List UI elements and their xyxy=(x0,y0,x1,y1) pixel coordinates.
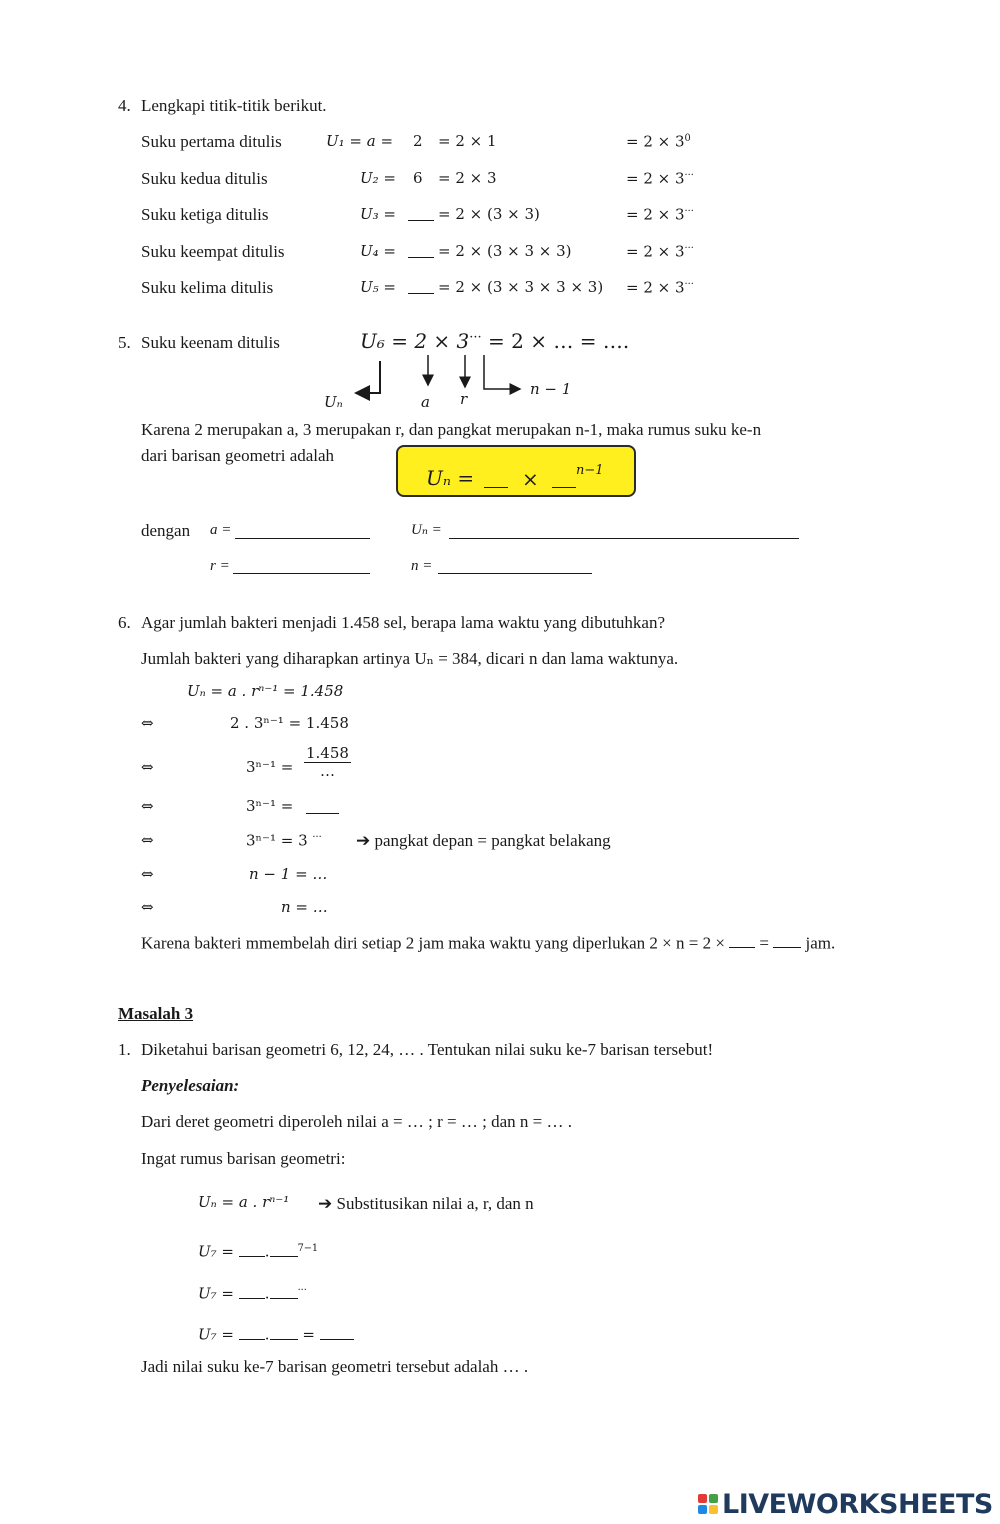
q4-intro: Lengkapi titik-titik berikut. xyxy=(141,96,327,115)
iff-symbol: ⇔ xyxy=(141,714,154,732)
q6-number: 6. xyxy=(118,613,131,632)
row-lhs: U₄ = xyxy=(360,242,396,260)
formula-exponent: n−1 xyxy=(576,463,604,478)
row-lhs: U₁ = a = xyxy=(326,132,394,150)
formula-times: × xyxy=(522,467,539,491)
iff-symbol: ⇔ xyxy=(141,898,154,916)
liveworksheets-logo xyxy=(698,1488,993,1520)
u7-blank-r[interactable] xyxy=(270,1325,298,1340)
step-4: 3ⁿ⁻¹ = xyxy=(246,797,294,815)
row-right: = 2 × 3··· xyxy=(626,169,694,188)
time-blank-result[interactable] xyxy=(773,932,801,948)
row-mid: = 2 × (3 × 3 × 3) xyxy=(438,242,572,260)
u7-blank-a[interactable] xyxy=(239,1284,265,1299)
a-answer-line[interactable] xyxy=(235,538,370,539)
iff-symbol: ⇔ xyxy=(141,797,154,815)
iff-symbol: ⇔ xyxy=(141,865,154,883)
q5-label: Suku keenam ditulis xyxy=(141,333,280,352)
logo-mark-icon xyxy=(698,1494,718,1514)
label-exponent: n − 1 xyxy=(530,380,572,398)
u7-line-3: U₇ = . = xyxy=(198,1325,354,1343)
row-mid: = 2 × 1 xyxy=(438,132,497,150)
un-label: Uₙ = xyxy=(411,522,442,538)
logo-text: LIVEWORKSHEETS xyxy=(722,1488,993,1520)
label-a: a xyxy=(421,393,430,411)
q5-explanation-2: dari barisan geometri adalah xyxy=(141,446,335,465)
m3-question: Diketahui barisan geometri 6, 12, 24, … . Tentukan nilai suku ke-7 barisan tersebut! xyxy=(141,1040,714,1059)
row-label: Suku kedua ditulis xyxy=(141,169,268,188)
q6-line2: Jumlah bakteri yang diharapkan artinya Uₙ = 384, dicari n dan lama waktunya. xyxy=(141,649,679,668)
row-right: = 2 × 3··· xyxy=(626,242,694,261)
row-lhs: U₅ = xyxy=(360,278,396,296)
q5-number: 5. xyxy=(118,333,131,352)
arrow-to-un xyxy=(356,361,380,393)
row-mid: = 2 × (3 × 3 × 3 × 3) xyxy=(438,278,604,296)
q6-conclusion: Karena bakteri mmembelah diri setiap 2 jam maka waktu yang diperlukan 2 × n = 2 × = jam. xyxy=(141,933,836,953)
fraction-numerator: 1.458 xyxy=(306,744,349,762)
formula-box xyxy=(396,445,636,497)
label-un: Uₙ xyxy=(324,393,343,411)
m3-number: 1. xyxy=(118,1040,131,1059)
row-right: = 2 × 3··· xyxy=(626,205,694,224)
n-answer-line[interactable] xyxy=(438,573,592,574)
q4-number: 4. xyxy=(118,96,131,115)
penyelesaian-label: Penyelesaian: xyxy=(141,1076,240,1095)
row-label: Suku keempat ditulis xyxy=(141,242,285,261)
blank-input[interactable] xyxy=(408,220,434,221)
formula-blank-r[interactable] xyxy=(552,487,576,488)
row-label: Suku kelima ditulis xyxy=(141,278,274,297)
m3-formula-note: ➔ Substitusikan nilai a, r, dan n xyxy=(318,1194,534,1213)
n-label: n = xyxy=(411,558,433,574)
row-lhs: U₂ = xyxy=(360,169,396,187)
u7-line-2: U₇ = . ··· xyxy=(198,1284,307,1303)
row-value: 6 xyxy=(413,169,423,187)
q6-question: Agar jumlah bakteri menjadi 1.458 sel, berapa lama waktu yang dibutuhkan? xyxy=(141,613,666,632)
u7-blank-a[interactable] xyxy=(239,1325,265,1340)
iff-symbol: ⇔ xyxy=(141,758,154,776)
row-label: Suku pertama ditulis xyxy=(141,132,282,151)
fraction-denominator: … xyxy=(319,762,335,781)
row-value: 2 xyxy=(413,132,423,150)
step-3-fraction xyxy=(304,745,351,781)
u7-line-1: U₇ = . $^{7-1}$ xyxy=(198,1242,319,1261)
row-right: = $2 \times 3^0$ xyxy=(626,132,691,151)
m3-conclusion: Jadi nilai suku ke-7 barisan geometri tersebut adalah … . xyxy=(141,1357,529,1376)
step-5: 3ⁿ⁻¹ = 3 ··· xyxy=(246,831,322,850)
row-mid: = 2 × 3 xyxy=(438,169,497,187)
row-right: = 2 × 3··· xyxy=(626,278,694,297)
time-blank-n[interactable] xyxy=(729,932,755,948)
formula-blank-a[interactable] xyxy=(484,487,508,488)
arrow-to-exponent xyxy=(484,355,520,389)
row-lhs: U₃ = xyxy=(360,205,396,223)
u7-blank-result[interactable] xyxy=(320,1325,354,1340)
formula-lhs: Uₙ = xyxy=(426,466,475,490)
step-2: 2 . 3ⁿ⁻¹ = 1.458 xyxy=(230,714,349,732)
dengan-label: dengan xyxy=(141,521,191,540)
r-label: r = xyxy=(210,558,230,574)
step-1: Uₙ = a . rⁿ⁻¹ = 1.458 xyxy=(187,682,344,700)
un-answer-line[interactable] xyxy=(449,538,799,539)
step-3-lhs: 3ⁿ⁻¹ = xyxy=(246,758,294,776)
step-6: n − 1 = … xyxy=(249,865,328,883)
row-mid: = 2 × (3 × 3) xyxy=(438,205,540,223)
m3-ingat: Ingat rumus barisan geometri: xyxy=(141,1149,346,1168)
r-answer-line[interactable] xyxy=(233,573,370,574)
q5-equation: U₆ = 2 × 3··· = 2 × … = …. xyxy=(360,329,630,354)
u7-blank-r[interactable] xyxy=(270,1284,298,1299)
u7-blank-a[interactable] xyxy=(239,1242,265,1257)
iff-symbol: ⇔ xyxy=(141,831,154,849)
q5-explanation-1: Karena 2 merupakan a, 3 merupakan r, dan pangkat merupakan n-1, maka rumus suku ke-n xyxy=(141,420,762,439)
step-5-note: ➔ pangkat depan = pangkat belakang xyxy=(356,831,611,850)
row-label: Suku ketiga ditulis xyxy=(141,205,269,224)
label-r: r xyxy=(460,390,468,408)
a-label: a = xyxy=(210,522,232,538)
blank-input[interactable] xyxy=(408,293,434,294)
step-4-blank[interactable] xyxy=(306,813,339,814)
m3-formula: Uₙ = a . rⁿ⁻¹ xyxy=(198,1193,290,1211)
step-7: n = … xyxy=(281,898,328,916)
masalah-3-heading: Masalah 3 xyxy=(118,1004,194,1023)
u7-blank-r[interactable] xyxy=(270,1242,298,1257)
m3-values-line: Dari deret geometri diperoleh nilai a = … ; r = … ; dan n = … . xyxy=(141,1112,572,1131)
blank-input[interactable] xyxy=(408,257,434,258)
